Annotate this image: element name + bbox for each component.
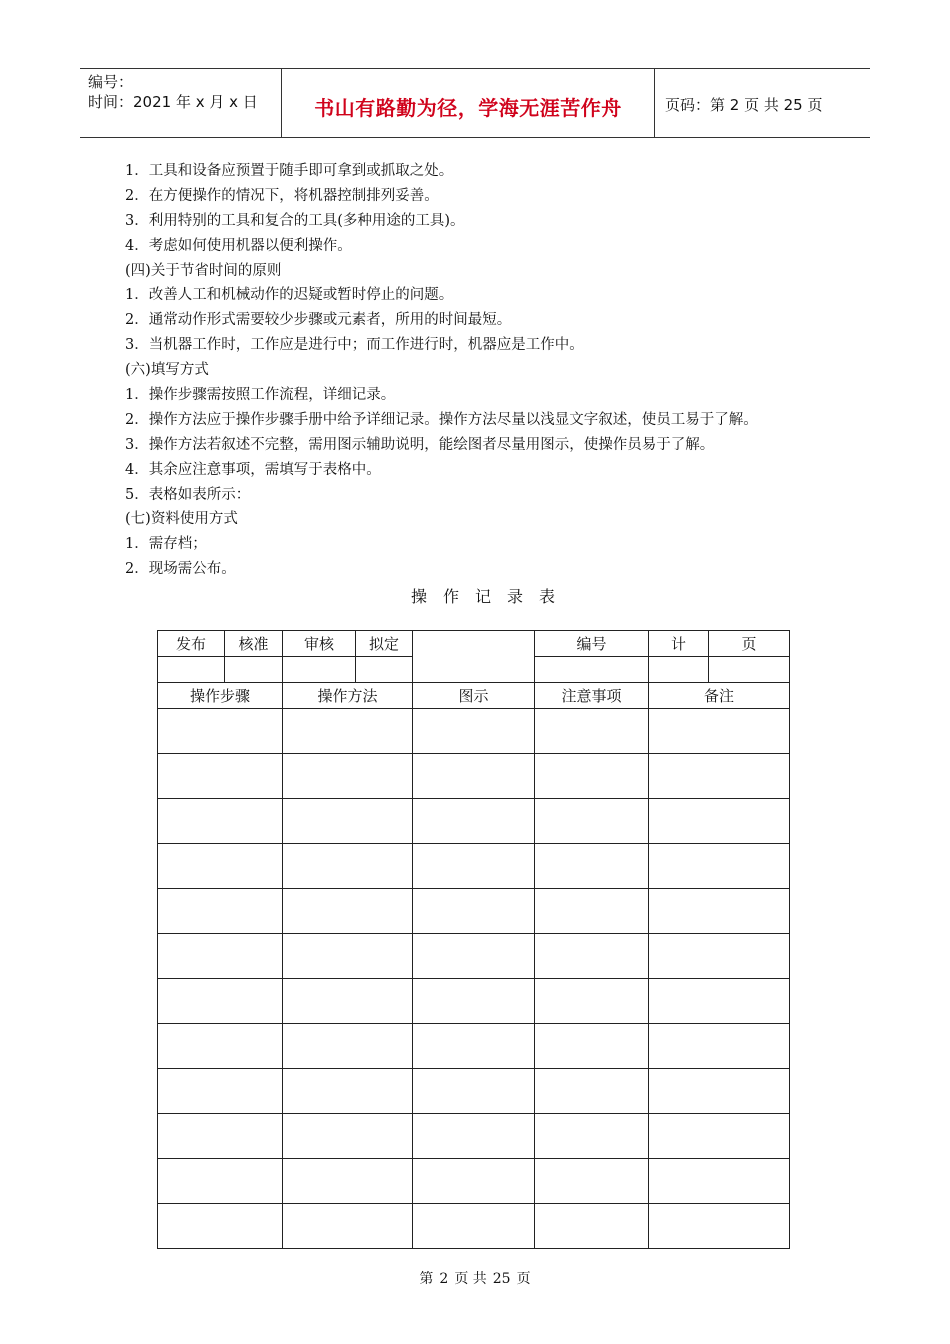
text-line: 2．在方便操作的情况下，将机器控制排列妥善。 bbox=[125, 187, 439, 204]
footer-total-pages: 25 bbox=[492, 1271, 511, 1287]
draft-value bbox=[356, 657, 413, 683]
section-heading: (四)关于节省时间的原则 bbox=[125, 262, 282, 279]
col-header-notes: 注意事项 bbox=[535, 683, 649, 709]
number-label: 编号 bbox=[535, 631, 649, 657]
text-line: 1．改善人工和机械动作的迟疑或暂时停止的问题。 bbox=[125, 287, 454, 304]
table-row bbox=[158, 889, 790, 934]
approve-value bbox=[225, 657, 283, 683]
col-header-method: 操作方法 bbox=[283, 683, 413, 709]
page-footer bbox=[0, 1268, 950, 1288]
text-line: 4．其余应注意事项，需填写于表格中。 bbox=[125, 461, 381, 478]
col-header-diagram: 图示 bbox=[413, 683, 535, 709]
blank-cell bbox=[413, 631, 535, 683]
review-value bbox=[283, 657, 356, 683]
doc-number-label: 编号： bbox=[88, 73, 134, 91]
text-line: 2．操作方法应于操作步骤手册中给予详细记录。操作方法尽量以浅显文字叙述，使员工易于了解。 bbox=[125, 411, 758, 428]
table-row bbox=[158, 1204, 790, 1249]
col-header-remarks: 备注 bbox=[649, 683, 790, 709]
approve-label: 核准 bbox=[225, 631, 283, 657]
table-row bbox=[158, 1159, 790, 1204]
page-header bbox=[80, 68, 870, 138]
text-line: 3．操作方法若叙述不完整，需用图示辅助说明，能绘图者尽量用图示，使操作员易于了解。 bbox=[125, 436, 715, 453]
table-row bbox=[158, 979, 790, 1024]
table-row bbox=[158, 1069, 790, 1114]
section-heading: (七)资料使用方式 bbox=[125, 511, 238, 528]
pages-value bbox=[709, 657, 790, 683]
header-motto-cell bbox=[282, 69, 655, 137]
issue-label: 发布 bbox=[158, 631, 225, 657]
total-label: 计 bbox=[649, 631, 709, 657]
table-row bbox=[158, 1024, 790, 1069]
header-page-info: 页码：第 2 页 共 25 页 bbox=[665, 95, 823, 114]
table-row bbox=[158, 1114, 790, 1159]
draft-label: 拟定 bbox=[356, 631, 413, 657]
text-line: 5．表格如表所示： bbox=[125, 486, 251, 503]
number-value bbox=[535, 657, 649, 683]
operation-record-table bbox=[157, 630, 790, 1249]
review-label: 审核 bbox=[283, 631, 356, 657]
text-line: 4．考虑如何使用机器以便利操作。 bbox=[125, 237, 352, 254]
text-line: 2．通常动作形式需要较少步骤或元素者，所用的时间最短。 bbox=[125, 312, 512, 329]
table-row bbox=[158, 844, 790, 889]
table-row bbox=[158, 709, 790, 754]
header-motto: 书山有路勤为径，学海无涯苦作舟 bbox=[314, 95, 622, 120]
doc-time-label: 时间：2021 年 x 月 x 日 bbox=[88, 93, 258, 111]
footer-prefix: 第 bbox=[419, 1271, 434, 1287]
footer-mid: 页 共 bbox=[454, 1271, 487, 1287]
text-line: 3．利用特别的工具和复合的工具(多种用途的工具)。 bbox=[125, 212, 465, 229]
footer-page-number: 2 bbox=[439, 1271, 449, 1287]
pages-label: 页 bbox=[709, 631, 790, 657]
total-value bbox=[649, 657, 709, 683]
header-page-cell bbox=[655, 69, 870, 137]
footer-suffix: 页 bbox=[516, 1271, 531, 1287]
col-header-steps: 操作步骤 bbox=[158, 683, 283, 709]
table-row bbox=[158, 754, 790, 799]
text-line: 1．需存档； bbox=[125, 536, 207, 553]
header-meta bbox=[80, 69, 282, 137]
issue-value bbox=[158, 657, 225, 683]
table-title: 操作记录表 bbox=[410, 587, 571, 606]
text-line: 1．工具和设备应预置于随手即可拿到或抓取之处。 bbox=[125, 163, 454, 179]
text-line: 2．现场需公布。 bbox=[125, 561, 236, 578]
section-heading: (六)填写方式 bbox=[125, 362, 209, 379]
text-line: 1．操作步骤需按照工作流程，详细记录。 bbox=[125, 387, 396, 404]
body-text bbox=[125, 159, 855, 582]
table-row bbox=[158, 799, 790, 844]
table-row bbox=[158, 934, 790, 979]
text-line: 3．当机器工作时，工作应是进行中；而工作进行时，机器应是工作中。 bbox=[125, 337, 584, 354]
